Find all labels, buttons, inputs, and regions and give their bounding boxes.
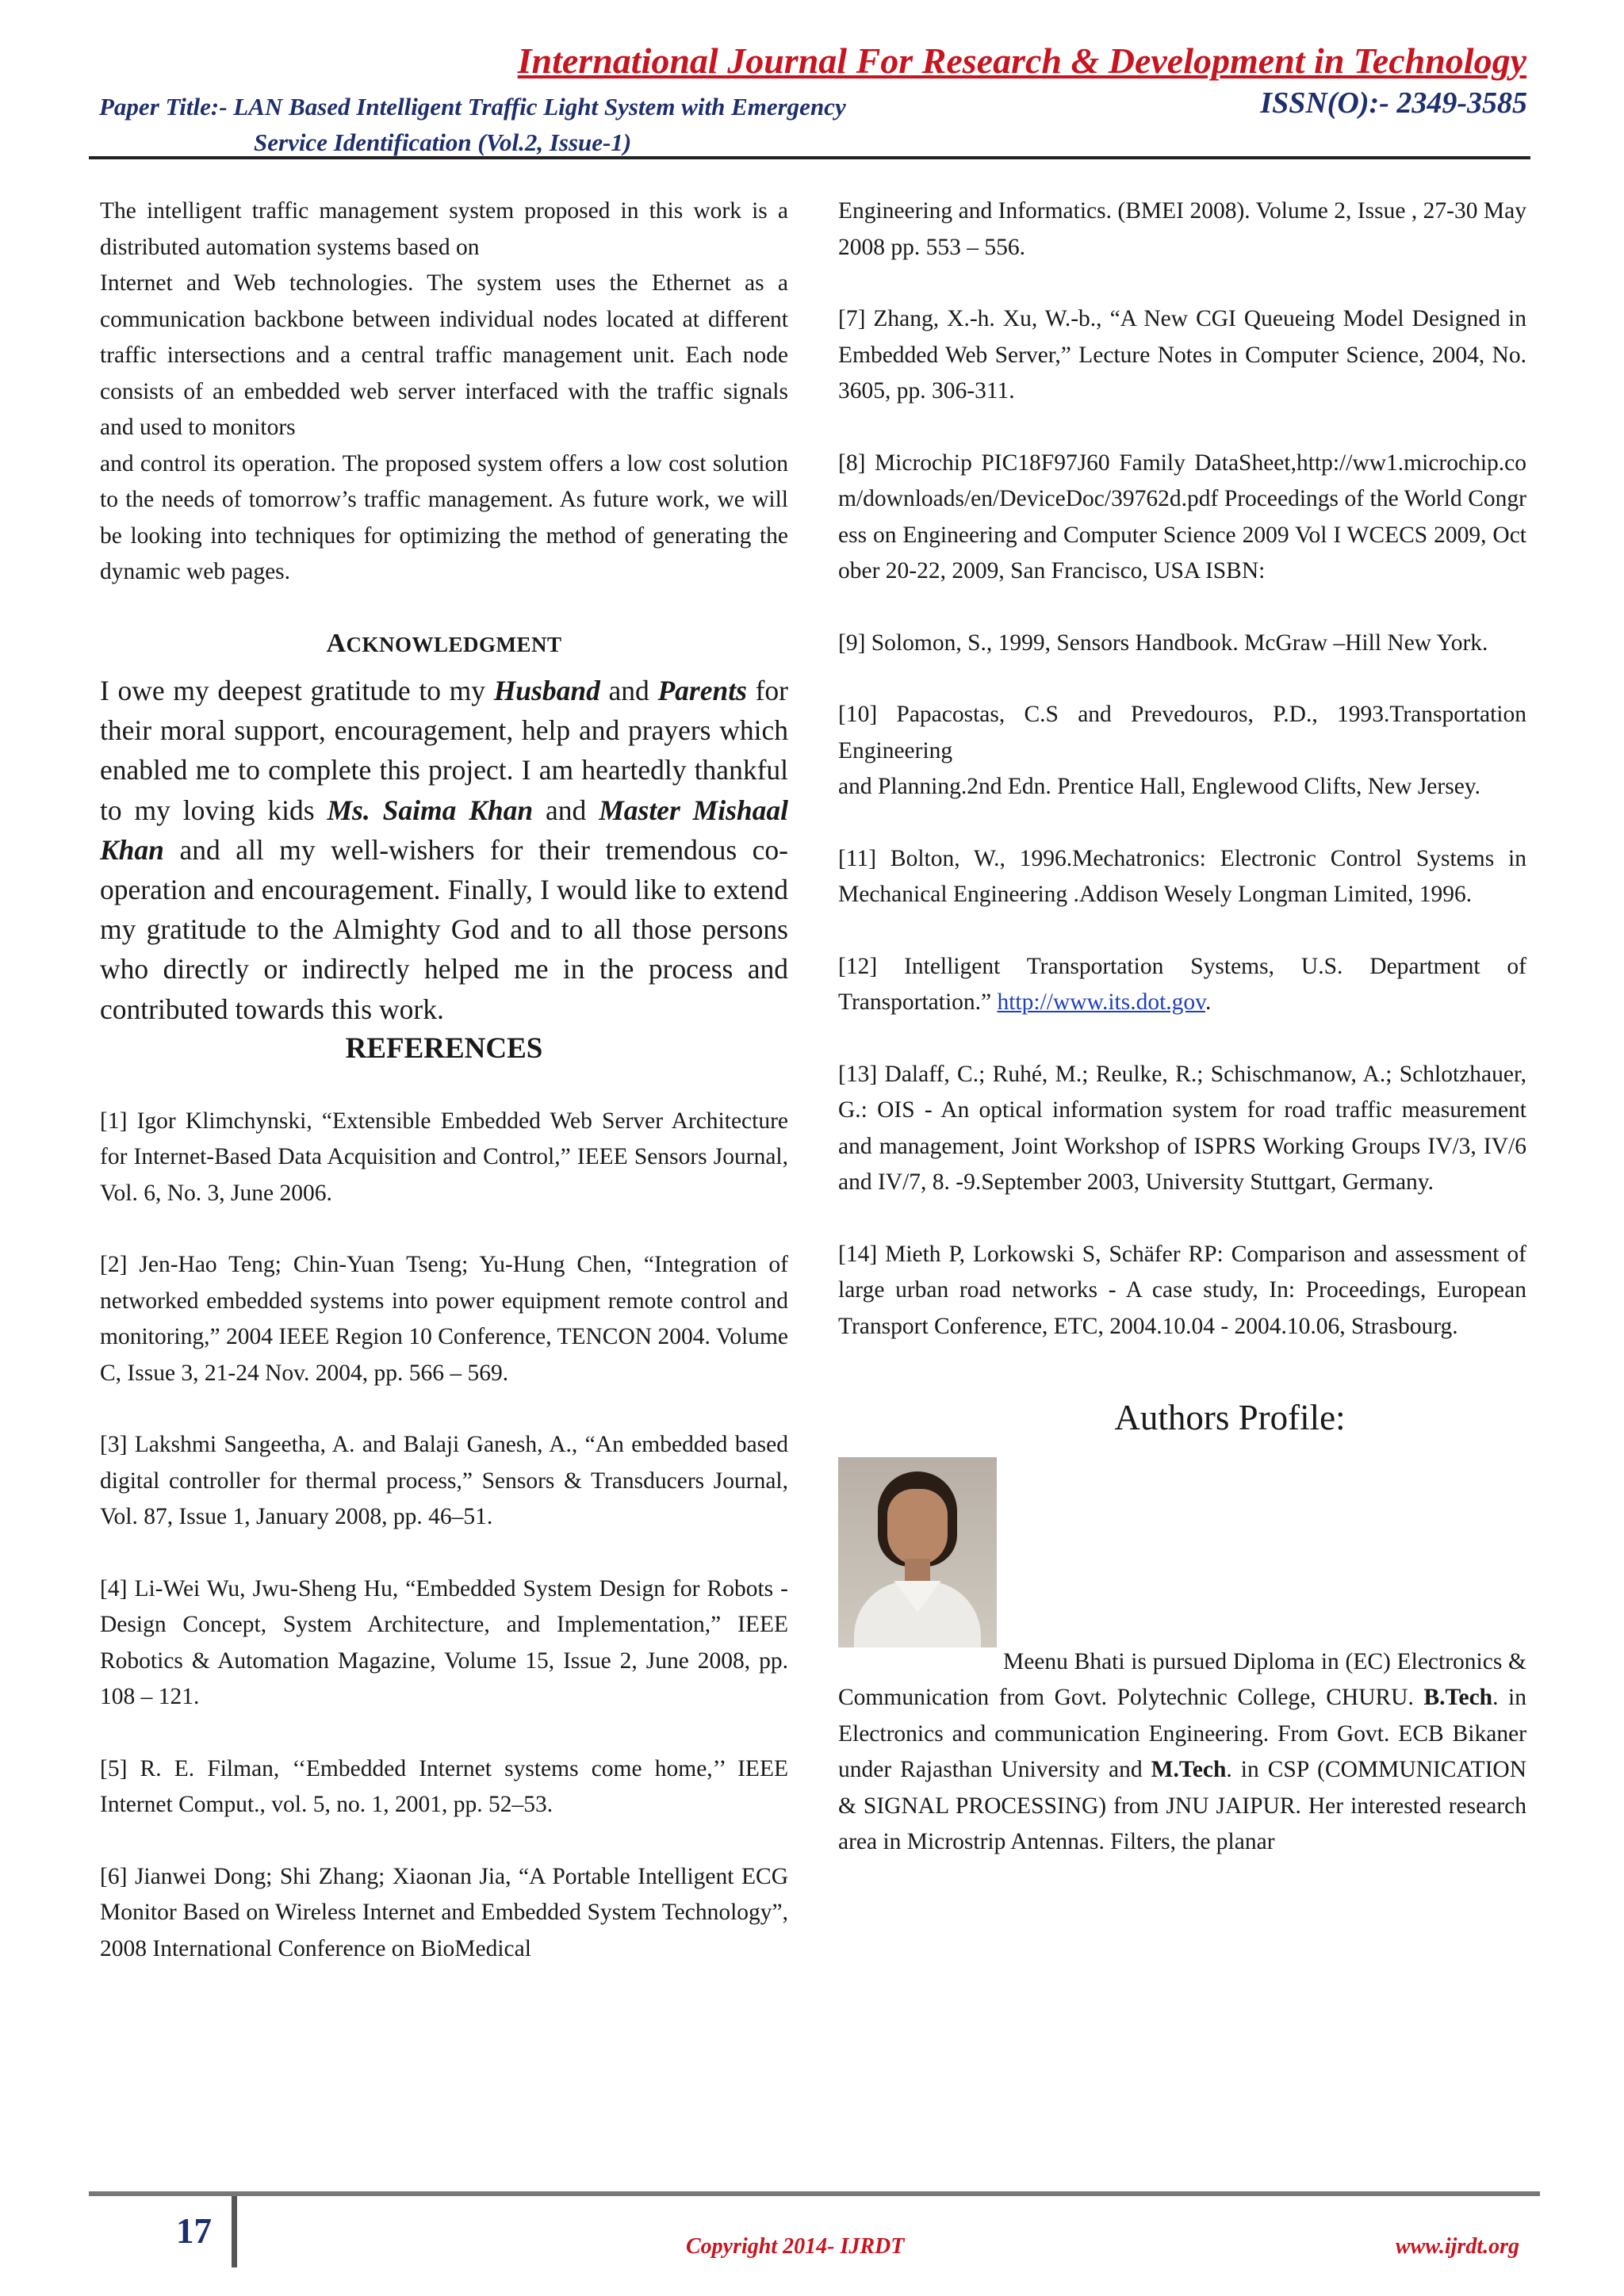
emphasis-parents: Parents <box>657 675 747 706</box>
author-photo <box>838 1457 997 1647</box>
page-number: 17 <box>176 2211 212 2251</box>
emphasis-husband: Husband <box>493 675 600 706</box>
reference-4: [4] Li-Wei Wu, Jwu-Sheng Hu, “Embedded System Design for Robots - Design Concept, System Architecture, and Implementation,” IEEE Robotics & Automation Magazine, Volume 15, Issue 2, June 2008, pp. 108 – 121. <box>100 1575 788 1710</box>
footer-divider <box>89 2191 1540 2196</box>
author-bio: Meenu Bhati is pursued Diploma in (EC) Electronics & Communication from Govt. Polytechnic College, CHURU. B.Tech. in Electronics and communication Engineering. From Govt. ECB Bikaner under Rajasthan University and M.Tech. in CSP (COMMUNICATION & SIGNAL PROCESSING) from JNU JAIPUR. Her interested research area in Microstrip Antennas. Filters, the planar <box>838 1648 1526 1854</box>
reference-8: [8] Microchip PIC18F97J60 Family DataSheet,http://ww1.microchip.com/downloads/en/DeviceDoc/39762d.pdf Proceedings of the World Congress on Engineering and Computer Science 2009 Vol I WCECS 2009, October 20-22, 2009, San Francisco, USA ISBN: <box>838 450 1526 584</box>
reference-5: [5] R. E. Filman, ‘‘Embedded Internet systems come home,’’ IEEE Internet Comput., vol. 5, no. 1, 2001, pp. 52–53. <box>100 1755 788 1818</box>
issn: ISSN(O):- 2349-3585 <box>1260 86 1527 120</box>
references-heading: REFERENCES <box>345 1031 543 1065</box>
right-column <box>838 193 1526 1861</box>
reference-9: [9] Solomon, S., 1999, Sensors Handbook. McGraw –Hill New York. <box>838 629 1488 656</box>
paper-title-line1: Paper Title:- LAN Based Intelligent Traffic Light System with Emergency <box>99 93 846 121</box>
copyright: Copyright 2014- IJRDT <box>686 2234 905 2259</box>
reference-12: [12] Intelligent Transportation Systems, U.S. Department of Transportation.” http://www.its.dot.gov. <box>838 953 1526 1015</box>
authors-profile-heading: Authors Profile: <box>1114 1398 1346 1437</box>
reference-6-continued: Engineering and Informatics. (BMEI 2008). Volume 2, Issue , 27-30 May 2008 pp. 553 – 556. <box>838 198 1526 260</box>
degree-btech: B.Tech <box>1423 1685 1493 1710</box>
reference-6: [6] Jianwei Dong; Shi Zhang; Xiaonan Jia, “A Portable Intelligent ECG Monitor Based on Wireless Internet and Embedded System Technology”, 2008 International Conference on BioMedical <box>100 1863 788 1961</box>
footer-vertical-bar <box>232 2196 237 2267</box>
reference-1: [1] Igor Klimchynski, “Extensible Embedded Web Server Architecture for Internet-Based Data Acquisition and Control,” IEEE Sensors Journal, Vol. 6, No. 3, June 2006. <box>100 1108 788 1206</box>
reference-14: [14] Mieth P, Lorkowski S, Schäfer RP: Comparison and assessment of large urban road networks - A case study, In: Proceedings, European Transport Conference, ETC, 2004.10.04 - 2004.10.06, Strasbourg. <box>838 1241 1526 1339</box>
conclusion-paragraph-3: and control its operation. The proposed system offers a low cost solution to the needs of tomorrow’s traffic management. As future work, we will be looking into techniques for optimizing the method of generating the dynamic web pages. <box>100 450 788 584</box>
reference-13: [13] Dalaff, C.; Ruhé, M.; Reulke, R.; Schischmanow, A.; Schlotzhauer, G.: OIS - An optical information system for road traffic measurement and management, Joint Workshop of ISPRS Working Groups IV/3, IV/6 and IV/7, 8. -9.September 2003, University Stuttgart, Germany. <box>838 1061 1526 1195</box>
reference-7: [7] Zhang, X.-h. Xu, W.-b., “A New CGI Queueing Model Designed in Embedded Web Server,” Lecture Notes in Computer Science, 2004, No. 3605, pp. 306-311. <box>838 306 1526 404</box>
journal-title: International Journal For Research & Development in Technology <box>517 40 1526 81</box>
reference-10-part1: [10] Papacostas, C.S and Prevedouros, P.D., 1993.Transportation Engineering <box>838 702 1526 763</box>
emphasis-saima-khan: Ms. Saima Khan <box>327 794 534 826</box>
acknowledgment-heading: ACKNOWLEDGMENT <box>326 628 562 658</box>
header-divider <box>89 156 1530 159</box>
conclusion-paragraph-2: Internet and Web technologies. The system uses the Ethernet as a communication backbone between individual nodes located at different traffic intersections and a central traffic management unit. Each node consists of an embedded web server interfaced with the traffic signals and used to monitors <box>100 270 788 440</box>
reference-11: [11] Bolton, W., 1996.Mechatronics: Electronic Control Systems in Mechanical Engineering .Addison Wesely Longman Limited, 1996. <box>838 845 1526 907</box>
emphasis-mishaal-khan: Master Mishaal Khan <box>100 794 788 866</box>
paper-title-line2: Service Identification (Vol.2, Issue-1) <box>254 128 632 156</box>
its-dot-gov-link[interactable]: http://www.its.dot.gov <box>997 989 1205 1015</box>
paper-title <box>99 89 971 160</box>
conclusion-paragraph-1: The intelligent traffic management system proposed in this work is a distributed automation systems based on <box>100 198 788 260</box>
degree-mtech: M.Tech <box>1151 1757 1227 1782</box>
website-link[interactable]: www.ijrdt.org <box>1395 2234 1519 2259</box>
left-column <box>100 193 788 1967</box>
reference-2: [2] Jen-Hao Teng; Chin-Yuan Tseng; Yu-Hung Chen, “Integration of networked embedded systems into power equipment remote control and monitoring,” 2004 IEEE Region 10 Conference, TENCON 2004. Volume C, Issue 3, 21-24 Nov. 2004, pp. 566 – 569. <box>100 1252 788 1386</box>
reference-10-part2: and Planning.2nd Edn. Prentice Hall, Englewood Clifts, New Jersey. <box>838 774 1481 799</box>
acknowledgment-text: I owe my deepest gratitude to my Husband and Parents for their moral support, encouragement, help and prayers which enabled me to complete this project. I am heartedly thankful to my loving kids Ms. Saima Khan and Master Mishaal Khan and all my well-wishers for their tremendous co-operation and encouragement. Finally, I would like to extend my gratitude to the Almighty God and to all those persons who directly or indirectly helped me in the process and contributed towards this work. <box>100 675 788 1025</box>
reference-3: [3] Lakshmi Sangeetha, A. and Balaji Ganesh, A., “An embedded based digital controller for thermal process,” Sensors & Transducers Journal, Vol. 87, Issue 1, January 2008, pp. 46–51. <box>100 1432 788 1530</box>
